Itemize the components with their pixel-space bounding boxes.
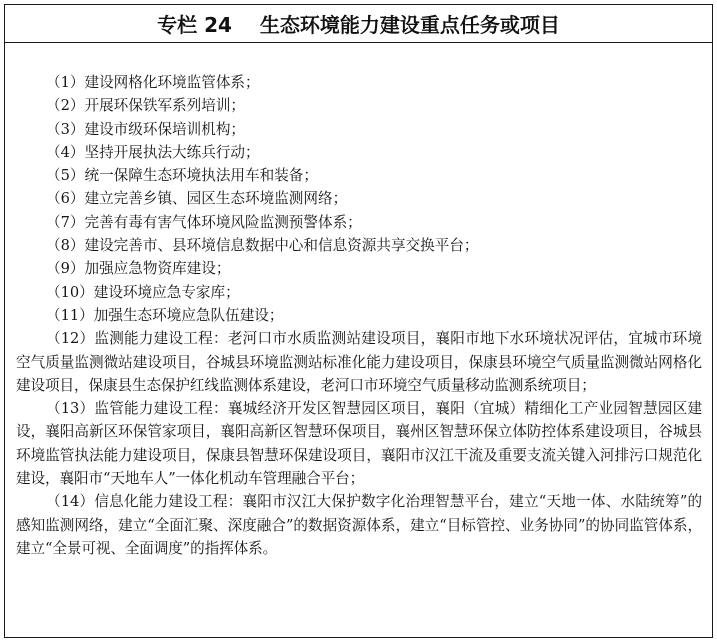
list-item: （9）加强应急物资库建设； bbox=[46, 260, 231, 278]
list-item: （3）建设市级环保培训机构； bbox=[46, 120, 246, 138]
list-item: （10）建设环境应急专家库； bbox=[46, 283, 240, 301]
list-item-informatization-project: （14）信息化能力建设工程：襄阳市汉江大保护数字化治理智慧平台，建立“天地一体、水陆统筹”的感知监测网络，建立“全面汇聚、深度融合”的数据资源体系，建立“目标管控、业务协同”的协同监管体系，建立“全景可视、全面调度”的指挥体系。 bbox=[16, 493, 702, 557]
list-item-monitoring-project: （12）监测能力建设工程：老河口市水质监测站建设项目，襄阳市地下水环境状况评估，宜城市环境空气质量监测微站建设项目，谷城县环境监测站标准化能力建设项目，保康县环境空气质量监测微站网格化建设项目，保康县生态保护红线监测体系建设，老河口市环境空气质量移动监测系统项目； bbox=[16, 330, 702, 394]
list-item: （7）完善有毒有害气体环境风险监测预警体系； bbox=[46, 213, 362, 231]
list-item: （11）加强生态环境应急队伍建设； bbox=[46, 306, 284, 324]
column-title: 专栏 24 生态环境能力建设重点任务或项目 bbox=[5, 5, 712, 43]
column-box bbox=[4, 4, 713, 638]
list-item: （1）建设网格化环境监管体系； bbox=[46, 74, 260, 91]
task-list bbox=[5, 71, 712, 560]
list-item: （2）开展环保铁军系列培训； bbox=[46, 97, 246, 115]
list-item: （6）建立完善乡镇、园区生态环境监测网络； bbox=[46, 190, 348, 208]
list-item: （5）统一保障生态环境执法用车和装备； bbox=[46, 167, 318, 185]
list-item: （4）坚持开展执法大练兵行动； bbox=[46, 143, 260, 161]
list-item: （8）建设完善市、县环境信息数据中心和信息资源共享交换平台； bbox=[46, 237, 479, 255]
list-item-supervision-project: （13）监管能力建设工程：襄城经济开发区智慧园区项目，襄阳（宜城）精细化工产业园智慧园区建设，襄阳高新区环保管家项目，襄阳高新区智慧环保项目，襄州区智慧环保立体防控体系建设项目，谷城县环境监管执法能力建设项目，保康县智慧环保建设项目，襄阳市汉江干流及重要支流关键入河排污口规范化建设，襄阳市“天地车人”一体化机动车管理融合平台； bbox=[16, 400, 702, 488]
